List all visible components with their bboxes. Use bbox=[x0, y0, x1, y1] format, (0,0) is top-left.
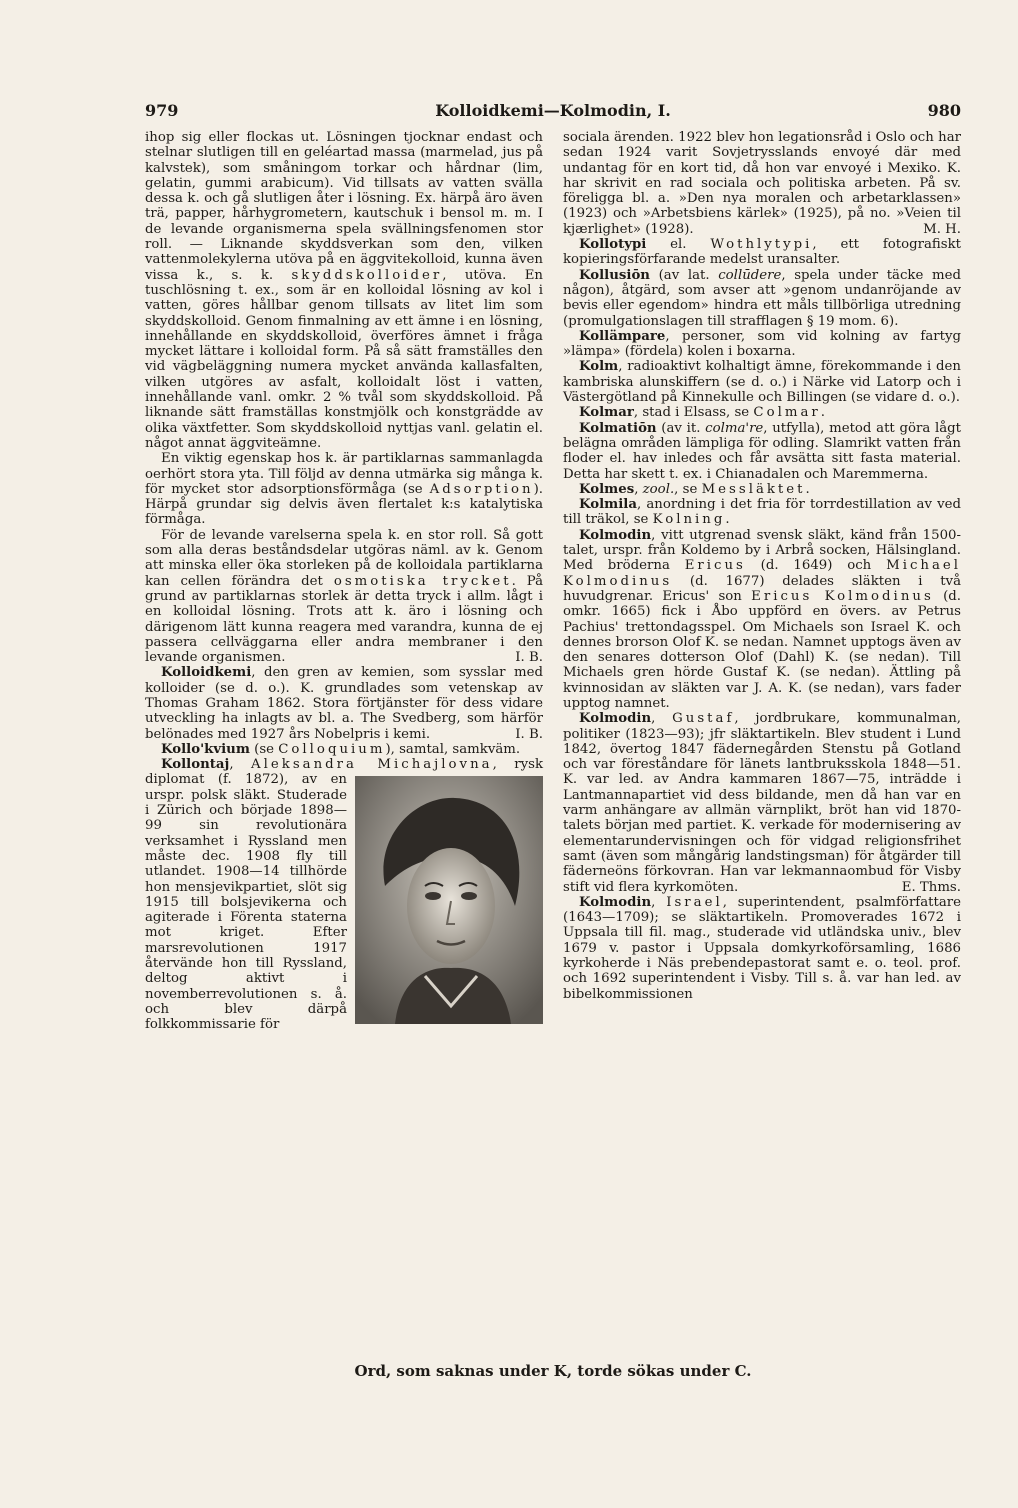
headword: Kollotypi bbox=[579, 237, 647, 253]
entry-kolm: Kolm, radioaktivt kolhaltigt ämne, förekommande i den kambriska alunskiffern (se d. o.) i Närke vid Latorp och i Västergötland på Kinnekulle och Billingen (se vidare d. o.). bbox=[563, 359, 961, 406]
entry-kolmodin-family: Kolmodin, vitt utgrenad svensk släkt, känd från 1500-talet, urspr. från Koldemo by i Arbrå socken, Hälsingland. Med bröderna Ericus (d. 1649) och Michael Kolmodinus (d. 1677) delades släkten i två huvudgrenar. Ericus' son Ericus Kolmodinus (d. omkr. 1665) fick i Åbo uppförd en övers. av Petrus Pachius' trettondagsspel. Om Michaels son Israel K. och dennes brorson Olof K. se nedan. Namnet upptogs även av den senares dotterson Olof (Dahl) K. (se nedan). Till Michaels gren hörde Gustaf K. (se nedan). Ättling på kvinnosidan av släkten var J. A. K. (se nedan), vars fader upptog namnet. bbox=[563, 527, 962, 711]
entry-kolmes: Kolmes, zool., se Messläktet. bbox=[579, 481, 810, 497]
author-signature: E. Thms. bbox=[901, 879, 961, 895]
portrait-image bbox=[355, 776, 543, 1024]
headword: Kollontaj bbox=[161, 757, 230, 773]
headword: Kolmar bbox=[579, 405, 634, 421]
headword: Kolmatiōn bbox=[579, 420, 657, 436]
entry-kollotypi: Kollotypi el. Wothlytypi, ett fotografiskt kopieringsförfarande medelst uransalter. bbox=[563, 237, 962, 268]
headword: Kolmodin bbox=[579, 894, 652, 910]
paragraph: För de levande varelserna spela k. en stor roll. Så gott som alla deras beståndsdelar utgöras näml. av k. Genom att minska eller öka storleken på de kolloidala partiklarna kan cellen förändra det osmotiska trycket. På grund av partiklarnas storlek är detta tryck i allm. lågt i en kolloidal lösning. Trots att k. äro i lösning och därigenom lätt kunna reagera med varandra, kunna de ej passera cellväggarna eller andra membraner i den levande organismen. I. B. bbox=[145, 527, 543, 666]
headword: Kollo'kvium bbox=[161, 741, 250, 757]
entry-kollampare: Kollämpare, personer, som vid kolning av fartyg »lämpa» (fördela) kolen i boxarna. bbox=[563, 328, 961, 360]
paragraph: sociala ärenden. 1922 blev hon legationsråd i Oslo och har sedan 1924 varit Sovjetrysslands envoyé där med undantag för en kort tid, då hon var envoyé i Mexiko. K. har skrivit en rad sociala och politiska arbeten. På sv. föreligga bl. a. »Den nya moralen och arbetarklassen» (1923) och »Arbetsbiens kärlek» (1925), på no. »Veien til kjærlighet» (1928). M. H. bbox=[563, 130, 961, 237]
entry-kolmation: Kolmatiōn (av it. colma're, utfylla), metod att göra lågt belägna områden lämpliga för odling. Slamrikt vatten från floder el. hav inledes och får avsätta sitt fasta material. Detta har skett t. ex. i Chianadalen och Maremmerna. bbox=[563, 420, 961, 482]
entry-kolmar: Kolmar, stad i Elsass, se Colmar. bbox=[579, 405, 825, 421]
headword: Kollusiōn bbox=[579, 267, 650, 283]
paragraph: En viktig egenskap hos k. är partiklarnas sammanlagda oerhört stora yta. Till följd av denna utmärka sig många k. för mycket stor adsorptionsförmåga (se Adsorption). Härpå grundar sig delvis även flertalet k:s katalytiska förmåga. bbox=[145, 451, 543, 528]
headword: Kollämpare bbox=[579, 328, 666, 344]
entry-kolloidkemi: Kolloidkemi, den gren av kemien, som sysslar med kolloider (se d. o.). K. grundlades som vetenskap av Thomas Graham 1862. Stora förtjänster för dess vidare utveckling ha inlagts av bl. a. The Svedberg, som härför belönades med 1927 års Nobelpris i kemi. I. B. bbox=[145, 665, 543, 742]
headword: Kolmes bbox=[579, 481, 635, 497]
author-signature: I. B. bbox=[515, 650, 543, 666]
headword: Kolmila bbox=[579, 497, 637, 513]
headword: Kolmodin bbox=[579, 527, 652, 543]
page-number-left: 979 bbox=[145, 101, 179, 120]
footer-note: Ord, som saknas under K, torde sökas under C. bbox=[354, 1362, 752, 1380]
page-header bbox=[145, 101, 961, 123]
right-column bbox=[563, 130, 961, 1002]
entry-kollontaj: Kollontaj, Aleksandra Michajlovna , rysk diplomat (f. 1872), av en urspr. polsk släkt. Studerade i Zürich och började 1898—99 sin revolutionära verksamhet i Ryssland men måste dec. 1908 fly till utlandet. 1908—14 tillhörde hon mensjevikpartiet, slöt sig 1915 till bolsjevikerna och agiterade i Förenta staterna mot kriget. Efter marsrevolutionen 1917 återvände hon till Ryssland, deltog aktivt i novemberrevolutionen s. å. och blev därpå folkkommissarie för bbox=[145, 757, 544, 1033]
entry-kollokvium: Kollo'kvium (se Colloquium), samtal, samkväm. bbox=[161, 741, 521, 757]
headword: Kolloidkemi bbox=[161, 665, 252, 681]
paragraph: ihop sig eller flockas ut. Lösningen tjocknar endast och stelnar slutligen till en geléartad massa (marmelad, jus på kalvstek), som småningom torkar och hårdnar (lim, gelatin, gummi arabicum). Vid tillsats av vatten svälla dessa k. och gå slutligen åter i lösning. Ex. härpå äro även trä, papper, hårhygrometern, kautschuk i bensol m. m. I de levande organismerna spela svällningsfenomen stor roll. — Liknande skyddsverkan som den, vilken vattenmolekylerna utöva på en äggvitekolloid, kunna även vissa k., s. k. skyddskolloider, utöva. En tuschlösning t. ex., som är en kolloidal lösning av kol i vatten, göres hållbar genom tillsats av litet lim som skyddskolloid. Genom finmalning av ett ämne i en lösning, innehållande en skyddskolloid, överföres ämnet i fråga mycket lättare i kolloidal form. På så sätt framställes den vid vägbeläggning numera mycket använda kallasfalten, vilken utgöres av asfalt, kolloidalt löst i vatten, innehållande vanl. omkr. 2 % tvål som skyddskolloid. På liknande sätt framställas konstmjölk och konstgrädde av olika växtfetter. Som skyddskolloid nyttjas vanl. gelatin el. något annat äggviteämne. bbox=[145, 130, 543, 451]
left-column bbox=[145, 130, 543, 1033]
portrait-photo bbox=[355, 776, 543, 1024]
author-signature: M. H. bbox=[923, 221, 961, 237]
running-title: Kolloidkemi—Kolmodin, I. bbox=[435, 101, 671, 120]
author-signature: I. B. bbox=[515, 726, 543, 742]
entry-kolmila: Kolmila, anordning i det fria för torrdestillation av ved till träkol, se Kolning. bbox=[563, 497, 961, 528]
page-number-right: 980 bbox=[927, 101, 961, 120]
entry-kollusion: Kollusiōn (av lat. collūdere, spela under täcke med någon), åtgärd, som avser att »genom undanröjande av bevis eller egendom» hindra ett måls tillbörliga utredning (promulgationslagen till strafflagen § 19 mom. 6). bbox=[563, 267, 961, 329]
headword: Kolm bbox=[579, 359, 619, 375]
entry-kolmodin-gustaf: Kolmodin, Gustaf, jordbrukare, kommunalman, politiker (1823—93); jfr släktartikeln. Blev student i Lund 1842, övertog 1847 fädernegården Stenstu på Gotland och var föreståndare för länets lantbruksskola 1848—51. K. var led. av Andra kammaren 1867—75, inträdde i Lantmannapartiet vid dess bildande, men då han var en varm anhängare av allmän värnplikt, bröt han vid 1870-talets början med partiet. K. verkade för modernisering av elementarundervisningen och för vidgad religionsfrihet samt (även som mångårig landstingsman) för åtgärder till fäderneöns förkovran. Han var lekmannaombud för Visby stift vid flera kyrkomöten. E. Thms. bbox=[563, 711, 961, 895]
headword: Kolmodin bbox=[579, 711, 652, 727]
entry-kolmodin-israel: Kolmodin, Israel, superintendent, psalmförfattare (1643—1709); se släktartikeln. Promoverades 1672 i Uppsala till fil. mag., studerade vid utländska univ., blev 1679 v. pastor i Uppsala domkyrkoförsamling, 1686 kyrkoherde i Näs prebendepastorat samt e. o. teol. prof. och 1692 superintendent i Visby. Till s. å. var han led. av bibelkommissionen bbox=[563, 894, 961, 1002]
